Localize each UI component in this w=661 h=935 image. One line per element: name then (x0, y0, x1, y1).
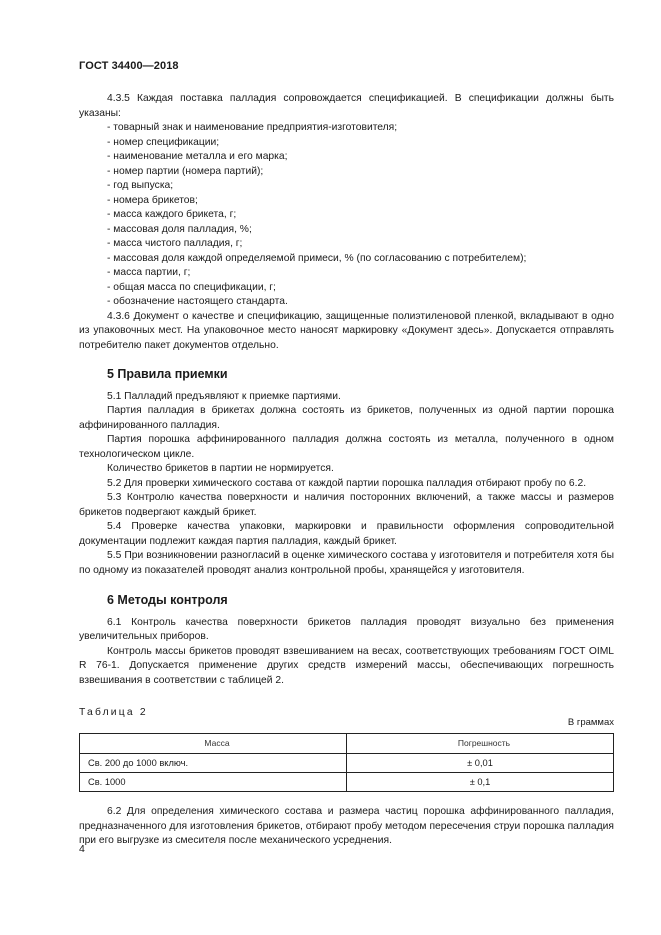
list-item: - масса партии, г; (107, 267, 191, 278)
page-content (79, 92, 614, 849)
paragraph-6-2: 6.2 Для определения химического состава и размера частиц порошка аффинированного палладия, предназначенного для изготовления брикетов, отбирают пробу методом пересечения струи порошка палладия при его выгрузке из смесителя после механического усреднения. (79, 806, 614, 846)
section-6-heading: 6 Методы контроля (107, 593, 228, 607)
paragraph: 5.3 Контролю качества поверхности и наличия посторонних включений, а также массы и размеров брикетов подвергают каждый брикет. (79, 492, 614, 518)
list-item: - масса каждого брикета, г; (107, 209, 237, 220)
table-row (80, 773, 614, 792)
paragraph: Партия порошка аффинированного палладия должна состоять из металла, полученного в одном технологическом цикле. (79, 434, 614, 460)
list-item: - массовая доля палладия, %; (107, 223, 252, 235)
list-item: - масса чистого палладия, г; (107, 238, 243, 249)
table-header-error: Погрешность (347, 734, 614, 754)
table-row (80, 754, 614, 773)
paragraph-4-3-6: 4.3.6 Документ о качестве и спецификацию, защищенные полиэтиленовой пленкой, вкладывают в одно из упаковочных мест. На упаковочное место наносят маркировку «Документ здесь». Допускается отправлять потребителю пакет документов отдельно. (79, 310, 614, 351)
paragraph: 5.2 Для проверки химического состава от каждой партии порошка палладия отбирают пробу по 6.2. (107, 477, 587, 489)
table-header-mass: Масса (80, 734, 347, 754)
paragraph: 6.1 Контроль качества поверхности брикетов палладия проводят визуально без применения увеличительных приборов. (79, 616, 614, 642)
list-item: - обозначение настоящего стандарта. (107, 296, 288, 307)
list-item: - номера брикетов; (107, 194, 198, 206)
paragraph-4-3-5: 4.3.5 Каждая поставка палладия сопровождается спецификацией. В спецификации должны быть указаны: (79, 93, 614, 119)
table-caption-row (79, 706, 614, 728)
table-cell: Св. 200 до 1000 включ. (80, 754, 347, 773)
paragraph: Контроль массы брикетов проводят взвешиванием на весах, соответствующих требованиям ГОСТ OIML R 76-1. Допускается применение других средств измерений массы, обеспечивающих погрешность взвешивания в соответствии с таблицей 2. (79, 645, 614, 686)
paragraph: 5.1 Палладий предъявляют к приемке партиями. (107, 390, 341, 402)
table-units: В граммах (567, 717, 614, 728)
list-item: - наименование металла и его марка; (107, 151, 288, 162)
paragraph: 5.5 При возникновении разногласий в оценке химического состава у изготовителя и потребителя хотя бы по одному из показателей проводят анализ контрольной пробы, хранящейся у изготовителя. (79, 550, 614, 576)
list-item: - номер спецификации; (107, 136, 220, 148)
list-item: - массовая доля каждой определяемой примеси, % (по согласованию с потребителем); (107, 252, 527, 264)
paragraph: Партия палладия в брикетах должна состоять из брикетов, полученных из одной партии порошка аффинированного палладия. (79, 405, 614, 431)
list-item: - общая масса по спецификации, г; (107, 281, 276, 293)
list-item: - товарный знак и наименование предприятия-изготовителя; (107, 122, 398, 133)
table-cell: Св. 1000 (80, 773, 347, 792)
list-item: - год выпуска; (107, 180, 174, 191)
table-2 (79, 733, 614, 792)
page-number: 4 (79, 843, 85, 855)
table-cell: ± 0,1 (347, 773, 614, 792)
table-header-row (80, 734, 614, 754)
section-5-heading: 5 Правила приемки (107, 367, 228, 381)
table-caption: Таблица 2 (79, 707, 148, 718)
document-header: ГОСТ 34400—2018 (79, 60, 179, 72)
paragraph: Количество брикетов в партии не нормируется. (107, 463, 334, 474)
table-cell: ± 0,01 (347, 754, 614, 773)
paragraph: 5.4 Проверке качества упаковки, маркировки и правильности оформления сопроводительной документации подлежит каждая партия палладия, каждый брикет. (79, 521, 614, 547)
list-item: - номер партии (номера партий); (107, 165, 264, 177)
